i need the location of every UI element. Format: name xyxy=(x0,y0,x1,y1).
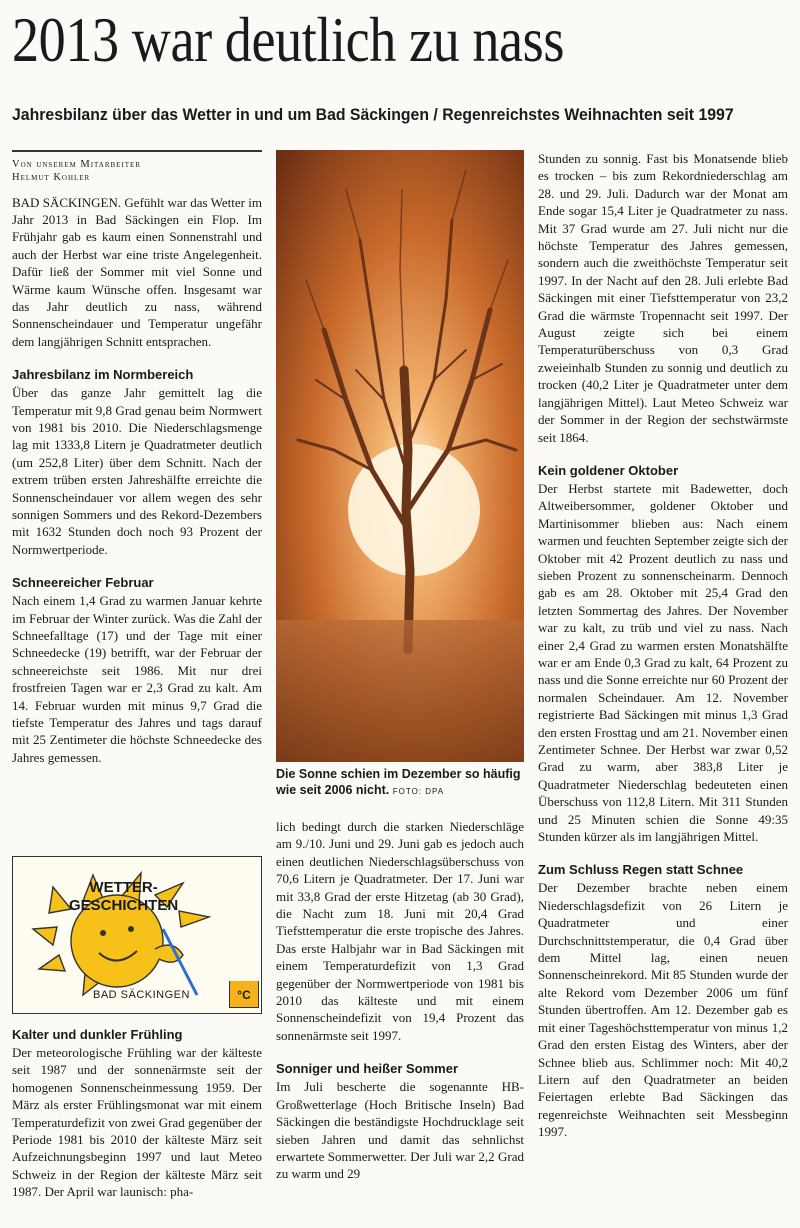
logo-place: BAD SÄCKINGEN xyxy=(93,989,190,1001)
section-heading-schluss: Zum Schluss Regen statt Schnee xyxy=(538,862,744,878)
intro-paragraph: BAD SÄCKINGEN. Gefühlt war das Wetter im Jahr 2013 in Bad Säckingen ein Flop. Im Frühjahr gab es kaum einen Sonnenstrahl und auch der Herbst war eine triste Angelegenheit. Dafür ließ der Sommer mit viel Sonne und Wärme kaum Wünsche offen. Insgesamt war das Jahr deutlich zu nass, während Sonnenscheindauer und Temperatur ungefähr dem langjährigen Schnitt entsprachen. xyxy=(12,194,262,349)
logo-title-line1: WETTER- xyxy=(89,879,158,896)
section-text-fruehling-cont: lich bedingt durch die starken Niederschläge am 9./10. Juni und 29. Juni gab es jedoch auch einen deutlichen Niederschlagsüberschuss von 70,6 Litern je Quadratmeter. Der 17. Juni war mit 33,8 Grad der erste Hitzetag (ab 30 Grad), die Nacht zum 18. Juni mit 20,4 Grad Tiefsttemperatur die erste tropische des Jahres. Das erste Halbjahr war in Bad Säckingen mit einem Temperaturdefizit von 1,3 Grad gegenüber der Normwertperiode von 1981 bis 2010 das kälteste und mit einem Sonnenscheindefizit von 19,4 Prozent das sonnenärmste seit 1997. xyxy=(276,819,524,1043)
column-1 xyxy=(12,150,262,766)
section-text-norm: Über das ganze Jahr gemittelt lag die Temperatur mit 9,8 Grad genau beim Normwert von 1981 bis 2010. Die Niederschlagsmenge lag mit 1333,8 Litern je Quadratmeter deutlich (um 252,8 Liter) über dem Schnitt. Nach der extrem trüben ersten Jahreshälfte erreichte die Sonnenscheindauer vor allem wegen des sehr sonnigen Sommers und des Rekord-Dezembers mit 1632 Stunden doch noch 93 Prozent der Normwertperiode. xyxy=(12,385,262,557)
column-2 xyxy=(276,818,524,1183)
byline-author: Helmut Kohler xyxy=(12,171,91,183)
column-3 xyxy=(538,150,788,1141)
section-heading-februar: Schneereicher Februar xyxy=(12,575,154,591)
logo-title xyxy=(69,879,178,915)
section-heading-norm: Jahresbilanz im Normbereich xyxy=(12,367,194,383)
section-text-schluss: Der Dezember brachte neben einem Niederschlagsdefizit von 26 Litern je Quadratmeter und einer Durchschnittstemperatur, die 0,4 Grad über dem Mittel lag, einen neuen Sonnenscheinrekord. Mit 85 Stunden wurde der alte Rekord vom Dezember 2006 um fünf Stunden übertroffen. Am 12. Dezember gab es mit einer Tageshöchsttemperatur von minus 1,2 Grad den ersten Eistag des Winters, aber der Schnee blieb aus. Schlimmer noch: Mit 40,2 Litern auf den Quadratmeter an beiden Feiertagen erlebte Bad Säckingen das regenreichste Weihnachten seit Messbeginn 1997. xyxy=(538,880,788,1140)
section-text-oktober: Der Herbst startete mit Badewetter, doch Altweibersommer, goldener Oktober und Martinisommer blieben aus: Nach einem warmen und feuchten September zeigte sich der Oktober mit 42 Prozent deutlich zu nass und sieben Prozent zu sonnenscheinarm. Dennoch gab es am 28. Oktober mit 25,4 Grad den letzten Sommertag des Jahres. Der November war zu kalt, zu trüb und viel zu nass. Nach einer 2,4 Grad zu warmen ersten Monatshälfte war er am Ende 0,3 Grad zu kalt, 64 Prozent zu nass und die Sonne erreichte nur 60 Prozent der normalen Scheindauer. Am 12. November registrierte Bad Säckingen mit minus 1,3 Grad den ersten Frosttag und am 21. November einen Zentimeter Schnee. Der Herbst war zwar 0,52 Grad zu warm, aber 383,8 Liter je Quadratmeter Niederschlag bedeuteten einen Überschuss von 112,8 Litern. Mit 311 Stunden und 25 Minuten schien die Sonne 49:35 Stunden kürzer als im langjährigen Mittel. xyxy=(538,480,788,845)
section-text-februar: Nach einem 1,4 Grad zu warmen Januar kehrte im Februar der Winter zurück. Was die Zahl der Schneefalltage (17) und der Tage mit einer Schneedecke (19) betrifft, war der Februar der schneereichste seit 1986. Mit nur drei frostfreien Tagen war er 2,3 Grad zu kalt. Am 14. Februar wurden mit minus 9,7 Grad die tiefste Temperatur des Jahres und tags darauf mit 25 Zentimeter die höchste Schneedecke des Jahres gemessen. xyxy=(12,593,262,765)
byline xyxy=(12,158,262,184)
column-1-bottom xyxy=(12,1026,262,1201)
byline-role: Von unserem Mitarbeiter xyxy=(12,158,141,170)
section-heading-oktober: Kein goldener Oktober xyxy=(538,462,679,478)
caption-text: Die Sonne schien im Dezember so häufig wie seit 2006 nicht. xyxy=(276,767,521,797)
photo-caption xyxy=(276,766,524,800)
section-text-sommer: Im Juli bescherte die sogenannte HB-Großwetterlage (Hoch Britische Inseln) Bad Säckingen die beständigste Hochdrucklage seit sieben Jahren und damit das sehnlichst erwartete Sommerwetter. Der Juli war 2,2 Grad zu warm und 29 xyxy=(276,1079,524,1182)
photo-sun-tree xyxy=(276,150,524,762)
section-text-sommer-cont: Stunden zu sonnig. Fast bis Monatsende blieb es trocken – bis zum Rekordniederschlag am 28. und 29. Juli. Dadurch war der Monat am Ende sogar 15,4 Liter je Quadratmeter zu nass. Mit 37 Grad wurde am 27. Juli nicht nur die höchste Temperatur des Jahres gemessen, sondern auch die zweithöchste Temperatur seit 1997. In der Nacht auf den 28. Juli erlebte Bad Säckingen mit einer Tiefsttemperatur von 23,2 Grad die wärmste Tropennacht seit 1997. Der August zeigte sich bei einem Temperaturüberschuss von 0,3 Grad zweieinhalb Stunden zu sonnig und deutlich zu trocken (40,2 Liter je Quadratmeter unter dem langjährigen Mittel). Laut Meteo Schweiz war der Sommer in der Region der sechstwärmste seit 1864. xyxy=(538,151,788,445)
sun-tree-image xyxy=(276,150,524,762)
headline: 2013 war deutlich zu nass xyxy=(12,5,564,75)
logo-celsius-cup: °C xyxy=(229,981,259,1008)
logo-title-line2: GESCHICHTEN xyxy=(69,897,179,914)
section-heading-sommer: Sonniger und heißer Sommer xyxy=(276,1061,459,1077)
photo-credit: FOTO: DPA xyxy=(392,787,445,796)
subheadline: Jahresbilanz über das Wetter in und um Bad Säckingen / Regenreichstes Weihnachten seit 1997 xyxy=(12,105,734,124)
wettergeschichten-logo xyxy=(12,856,262,1014)
section-heading-fruehling: Kalter und dunkler Frühling xyxy=(12,1027,183,1042)
byline-rule xyxy=(12,150,262,152)
section-text-fruehling: Der meteorologische Frühling war der kälteste seit 1987 und der sonnenärmste seit der homogenen Sonnenscheinmessung 1959. Der März als erster Frühlingsmonat war mit einem Temperaturdefizit von zwei Grad gegenüber der Periode 1981 bis 2010 der kälteste März seit Aufzeichnungsbeginn 1997 und laut Meteo Schweiz in der Region der kälteste März seit 1987. Der April war launisch: pha- xyxy=(12,1045,262,1200)
